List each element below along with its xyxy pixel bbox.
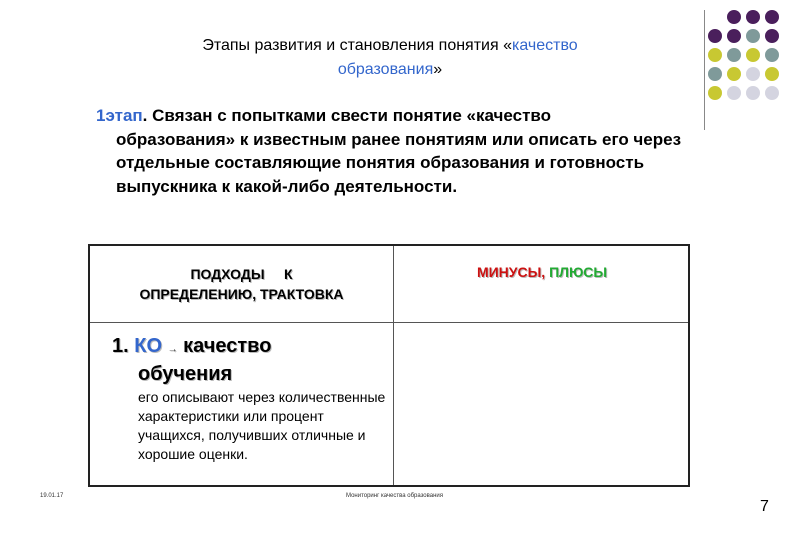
item-ko: КО (134, 335, 163, 357)
item-title-part: качество (183, 335, 272, 357)
decorative-dot (727, 10, 741, 24)
table-row (112, 334, 387, 464)
decorative-dot (765, 10, 779, 24)
footer-date: 19.01.17 (40, 493, 64, 499)
title-highlight-1: качество (511, 37, 578, 54)
item-title-line2: обучения (138, 363, 233, 385)
stage-label: 1этап (96, 106, 143, 125)
decorative-dot (746, 48, 760, 62)
header-approaches-line2: ОПРЕДЕЛЕНИЮ, ТРАКТОВКА (139, 286, 344, 302)
table-row-divider (90, 322, 688, 323)
decorative-dot (708, 67, 722, 81)
footer-title: Мониторинг качества образования (346, 493, 444, 499)
title-text: Этапы развития и становления понятия « (202, 37, 512, 54)
decorative-dot (765, 29, 779, 43)
table-column-divider (393, 246, 394, 485)
decorative-divider-line (704, 10, 705, 130)
decorative-dot-grid (708, 10, 804, 106)
item-description: его описывают через количественные характеристики или процент учащихся, получивших отличные и хорошие оценки. (138, 389, 386, 462)
slide-title (120, 34, 660, 82)
stage-text-first: . Связан с попытками свести понятие «качество (142, 106, 552, 125)
title-close-quote: » (433, 61, 443, 78)
decorative-dot (746, 10, 760, 24)
approaches-table (88, 244, 690, 487)
page-number: 7 (760, 498, 769, 515)
decorative-dot (765, 48, 779, 62)
title-highlight-2: образования (337, 61, 434, 78)
decorative-dot (727, 48, 741, 62)
decorative-dot (727, 86, 741, 100)
decorative-dot (708, 29, 722, 43)
decorative-dot (746, 29, 760, 43)
stage-text-rest: образования» к известным ранее понятиям или описать его через отдельные составляющие понятия образования и готовность выпускника к какой-либо деятельности. (116, 129, 682, 196)
decorative-dot (727, 67, 741, 81)
arrow-icon: → (167, 344, 178, 355)
item-number: 1. (112, 335, 129, 357)
decorative-dot (708, 48, 722, 62)
stage-description (96, 104, 692, 198)
decorative-dot (746, 67, 760, 81)
decorative-dot (765, 67, 779, 81)
decorative-dot (765, 86, 779, 100)
decorative-dot (746, 86, 760, 100)
header-minus: МИНУСЫ, (476, 264, 546, 280)
item-heading (112, 334, 387, 386)
header-plus: ПЛЮСЫ (549, 264, 608, 280)
header-approaches-line1: ПОДХОДЫ К (190, 266, 293, 282)
decorative-dot (708, 86, 722, 100)
header-approaches (90, 264, 393, 304)
header-pros-cons (394, 264, 690, 280)
decorative-dot (727, 29, 741, 43)
